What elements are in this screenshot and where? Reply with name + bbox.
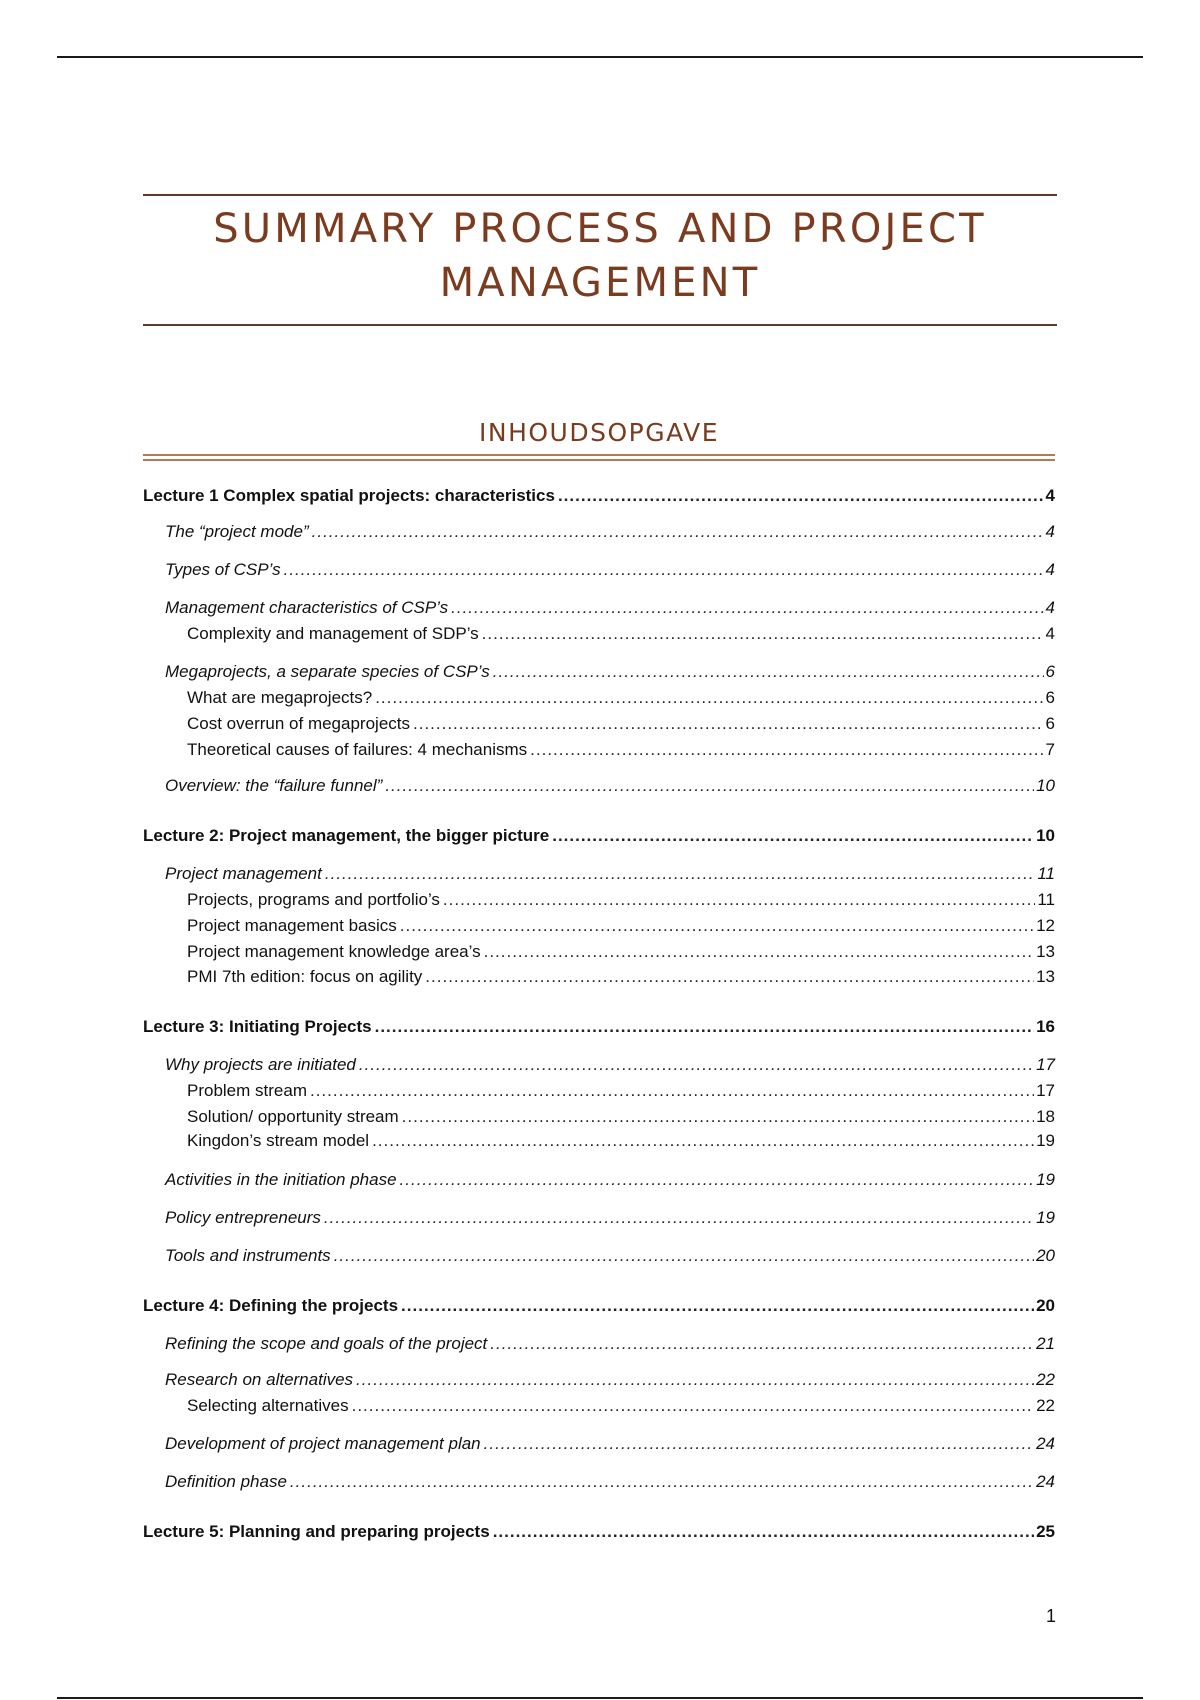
toc-entry-leader-dots xyxy=(484,1434,1034,1454)
toc-entry-leader-dots xyxy=(490,1334,1034,1354)
page-number: 1 xyxy=(1045,1606,1056,1626)
toc-entry-leader-dots xyxy=(334,1246,1034,1266)
toc-entry-label: The “project mode” xyxy=(165,522,309,541)
toc-entry-label: Problem stream xyxy=(187,1081,307,1100)
toc-entry-page-number: 19 xyxy=(1036,1208,1055,1227)
toc-entry-label: Lecture 5: Planning and preparing projects xyxy=(143,1522,490,1541)
toc-entry-leader-dots xyxy=(443,890,1035,910)
toc-entry-leader-dots xyxy=(425,967,1034,987)
toc-entry[interactable] xyxy=(187,740,1055,760)
toc-entry-leader-dots xyxy=(325,864,1035,884)
toc-entry-label: Megaprojects, a separate species of CSP’s xyxy=(165,662,490,681)
toc-entry-page-number: 20 xyxy=(1036,1296,1055,1315)
toc-entry-page-number: 4 xyxy=(1045,624,1055,643)
toc-entry-leader-dots xyxy=(312,522,1044,542)
toc-entry[interactable] xyxy=(165,1246,1055,1266)
toc-entry-label: Tools and instruments xyxy=(165,1246,331,1265)
toc-entry-page-number: 10 xyxy=(1036,826,1055,845)
toc-entry-page-number: 24 xyxy=(1036,1434,1055,1453)
toc-entry-label: Lecture 3: Initiating Projects xyxy=(143,1017,372,1036)
toc-entry-page-number: 11 xyxy=(1037,864,1055,883)
toc-entry-page-number: 17 xyxy=(1036,1055,1055,1074)
toc-entry-page-number: 6 xyxy=(1045,714,1055,733)
toc-entry-page-number: 20 xyxy=(1036,1246,1055,1265)
toc-entry[interactable] xyxy=(165,560,1055,580)
toc-entry[interactable] xyxy=(143,1296,1055,1316)
toc-entry[interactable] xyxy=(187,688,1055,708)
toc-entry-leader-dots xyxy=(400,916,1034,936)
toc-entry-leader-dots xyxy=(375,688,1043,708)
toc-entry-page-number: 6 xyxy=(1045,662,1055,681)
toc-entry-label: Lecture 4: Defining the projects xyxy=(143,1296,399,1315)
page-bottom-rule xyxy=(57,1697,1143,1699)
toc-entry-page-number: 4 xyxy=(1045,598,1055,617)
toc-entry-leader-dots xyxy=(324,1208,1034,1228)
toc-entry[interactable] xyxy=(187,967,1055,987)
toc-entry[interactable] xyxy=(165,1334,1055,1354)
toc-entry-page-number: 7 xyxy=(1045,740,1055,759)
toc-entry-page-number: 18 xyxy=(1036,1107,1055,1126)
toc-entry[interactable] xyxy=(187,1107,1055,1127)
toc-entry-label: Activities in the initiation phase xyxy=(165,1170,397,1189)
toc-entry[interactable] xyxy=(143,1522,1055,1542)
title-block xyxy=(143,194,1057,326)
toc-entry[interactable] xyxy=(165,662,1055,682)
toc-entry-label: Development of project management plan xyxy=(165,1434,481,1453)
toc-entry-leader-dots xyxy=(310,1081,1034,1101)
toc-entry-label: Kingdon’s stream model xyxy=(187,1131,370,1150)
toc-entry-page-number: 4 xyxy=(1045,486,1055,505)
toc-entry-page-number: 4 xyxy=(1045,522,1055,541)
toc-entry-label: Types of CSP’s xyxy=(165,560,281,579)
toc-entry[interactable] xyxy=(143,486,1055,506)
toc-entry-page-number: 19 xyxy=(1036,1131,1055,1150)
toc-entry-leader-dots xyxy=(375,1017,1034,1037)
toc-entry-page-number: 6 xyxy=(1045,688,1055,707)
toc-entry-page-number: 19 xyxy=(1036,1170,1055,1189)
toc-entry[interactable] xyxy=(165,522,1055,542)
toc-entry-page-number: 16 xyxy=(1036,1017,1055,1036)
toc-entry[interactable] xyxy=(165,864,1055,884)
title-bottom-rule xyxy=(143,324,1057,326)
toc-entry-page-number: 24 xyxy=(1036,1472,1055,1491)
toc-entry-label: Lecture 2: Project management, the bigger picture xyxy=(143,826,550,845)
toc-entry-page-number: 13 xyxy=(1036,942,1055,961)
toc-entry[interactable] xyxy=(165,1434,1055,1454)
toc-entry-label: Solution/ opportunity stream xyxy=(187,1107,399,1126)
toc-entry-label: What are megaprojects? xyxy=(187,688,373,707)
toc-entry-label: Lecture 1 Complex spatial projects: characteristics xyxy=(143,486,555,505)
toc-entry-page-number: 13 xyxy=(1036,967,1055,986)
toc-entry[interactable] xyxy=(165,1170,1055,1190)
toc-entry-label: Projects, programs and portfolio’s xyxy=(187,890,440,909)
toc-entry[interactable] xyxy=(143,1017,1055,1037)
toc-entry-leader-dots xyxy=(451,598,1043,618)
toc-entry-page-number: 17 xyxy=(1036,1081,1055,1100)
toc-entry-leader-dots xyxy=(372,1131,1034,1151)
toc-entry-leader-dots xyxy=(356,1370,1034,1390)
toc-entry-label: Management characteristics of CSP’s xyxy=(165,598,449,617)
toc-entry-leader-dots xyxy=(359,1055,1034,1075)
toc-entry-page-number: 12 xyxy=(1036,916,1055,935)
toc-entry[interactable] xyxy=(187,714,1055,734)
toc-entry-leader-dots xyxy=(413,714,1044,734)
page-top-rule xyxy=(57,56,1143,58)
toc-entry-leader-dots xyxy=(484,942,1034,962)
toc-entry-label: Complexity and management of SDP’s xyxy=(187,624,479,643)
toc-entry[interactable] xyxy=(187,890,1055,910)
toc-entry-leader-dots xyxy=(558,486,1044,506)
toc-entry-leader-dots xyxy=(352,1396,1034,1416)
toc-entry-label: Why projects are initiated xyxy=(165,1055,356,1074)
toc-entry-label: Definition phase xyxy=(165,1472,287,1491)
toc-entry-leader-dots xyxy=(493,662,1044,682)
toc-entry-page-number: 11 xyxy=(1037,890,1055,909)
toc-entry-label: Selecting alternatives xyxy=(187,1396,349,1415)
document-title: SUMMARY PROCESS AND PROJECT MANAGEMENT xyxy=(213,206,987,306)
toc-entry-label: Project management knowledge area’s xyxy=(187,942,481,961)
toc-entry[interactable] xyxy=(187,916,1055,936)
toc-entry[interactable] xyxy=(165,598,1055,618)
toc-entry-leader-dots xyxy=(385,776,1034,796)
toc-entry[interactable] xyxy=(187,624,1055,644)
toc-entry[interactable] xyxy=(165,1472,1055,1492)
toc-entry-page-number: 22 xyxy=(1036,1396,1055,1415)
toc-entry-label: Project management basics xyxy=(187,916,397,935)
toc-entry-page-number: 10 xyxy=(1036,776,1055,795)
toc-entry-leader-dots xyxy=(402,1107,1034,1127)
toc-entry-leader-dots xyxy=(493,1522,1034,1542)
toc-entry[interactable] xyxy=(165,776,1055,796)
toc-entry-leader-dots xyxy=(290,1472,1034,1492)
toc-entry-label: Overview: the “failure funnel” xyxy=(165,776,383,795)
toc-entry-page-number: 4 xyxy=(1045,560,1055,579)
toc-entry[interactable] xyxy=(165,1208,1055,1228)
toc-entry-leader-dots xyxy=(482,624,1044,644)
toc-entry-label: Cost overrun of megaprojects xyxy=(187,714,410,733)
toc-entry-leader-dots xyxy=(552,826,1034,846)
toc-entry-page-number: 22 xyxy=(1036,1370,1055,1389)
toc-entry-label: PMI 7th edition: focus on agility xyxy=(187,967,423,986)
toc-entry-label: Refining the scope and goals of the project xyxy=(165,1334,488,1353)
toc-heading: INHOUDSOPGAVE xyxy=(479,418,719,447)
toc-entry[interactable] xyxy=(165,1055,1055,1075)
toc-entry[interactable] xyxy=(165,1370,1055,1390)
toc-entry-label: Policy entrepreneurs xyxy=(165,1208,321,1227)
toc-entry-leader-dots xyxy=(400,1170,1035,1190)
toc-entry-page-number: 21 xyxy=(1036,1334,1055,1353)
toc-entry-page-number: 25 xyxy=(1036,1522,1055,1541)
toc-entry[interactable] xyxy=(143,826,1055,846)
toc-entry[interactable] xyxy=(187,1396,1055,1416)
toc-entry-label: Research on alternatives xyxy=(165,1370,354,1389)
toc-entry-label: Theoretical causes of failures: 4 mechanisms xyxy=(187,740,528,759)
toc-heading-rule xyxy=(143,454,1055,461)
toc-entry[interactable] xyxy=(187,942,1055,962)
toc-entry-leader-dots xyxy=(530,740,1043,760)
toc-entry-leader-dots xyxy=(401,1296,1034,1316)
toc-entry-leader-dots xyxy=(284,560,1044,580)
toc-entry[interactable] xyxy=(187,1131,1055,1151)
toc-entry-label: Project management xyxy=(165,864,322,883)
toc-entry[interactable] xyxy=(187,1081,1055,1101)
